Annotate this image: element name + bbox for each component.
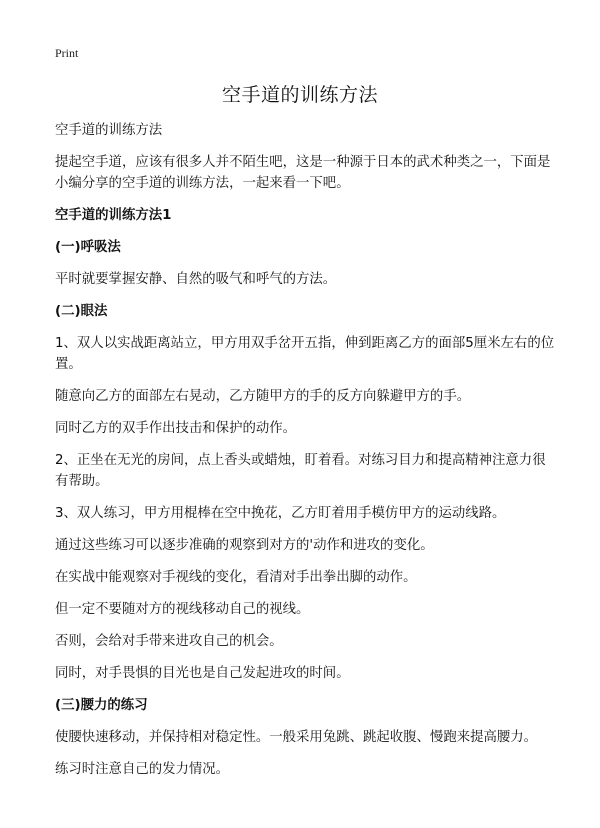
paragraph: 平时就要掌握安静、自然的吸气和呼气的方法。 [55,272,337,287]
paragraph: 在实战中能观察对手视线的变化，看清对手出拳出脚的动作。 [55,570,417,585]
paragraph: 同时，对手畏惧的目光也是自己发起进攻的时间。 [55,666,350,681]
paragraph: 2、正坐在无光的房间，点上香头或蜡烛，盯着看。对练习目力和提高精神注意力很有帮助。 [55,453,546,489]
section-heading-eye: (二)眼法 [55,304,108,319]
paragraph: 练习时注意自己的发力情况。 [55,762,230,777]
document-subtitle: 空手道的训练方法 [55,123,163,138]
paragraph: 通过这些练习可以逐步准确的观察到对方的'动作和进攻的变化。 [55,538,434,553]
paragraph: 3、双人练习，甲方用棍棒在空中挽花，乙方盯着用手模仿甲方的运动线路。 [55,506,506,521]
paragraph: 使腰快速移动，并保持相对稳定性。一般采用兔跳、跳起收腹、慢跑来提高腰力。 [55,730,538,745]
section-heading-waist: (三)腰力的练习 [55,698,148,713]
section-heading-breathing: (一)呼吸法 [55,240,121,255]
print-label: Print [55,46,79,60]
paragraph: 1、双人以实战距离站立，甲方用双手岔开五指，伸到距离乙方的面部5厘米左右的位置。 [55,336,555,372]
section-title: 空手道的训练方法1 [55,208,172,223]
paragraph: 否则，会给对手带来进攻自己的机会。 [55,634,283,649]
document-body [55,120,555,791]
paragraph: 但一定不要随对方的视线移动自己的视线。 [55,602,310,617]
intro-paragraph: 提起空手道，应该有很多人并不陌生吧，这是一种源于日本的武术种类之一，下面是小编分享的空手道的训练方法，一起来看一下吧。 [55,155,551,191]
paragraph: 随意向乙方的面部左右晃动，乙方随甲方的手的反方向躲避甲方的手。 [55,389,471,404]
page-title: 空手道的训练方法 [221,84,378,106]
paragraph: 同时乙方的双手作出技击和保护的动作。 [55,421,297,436]
